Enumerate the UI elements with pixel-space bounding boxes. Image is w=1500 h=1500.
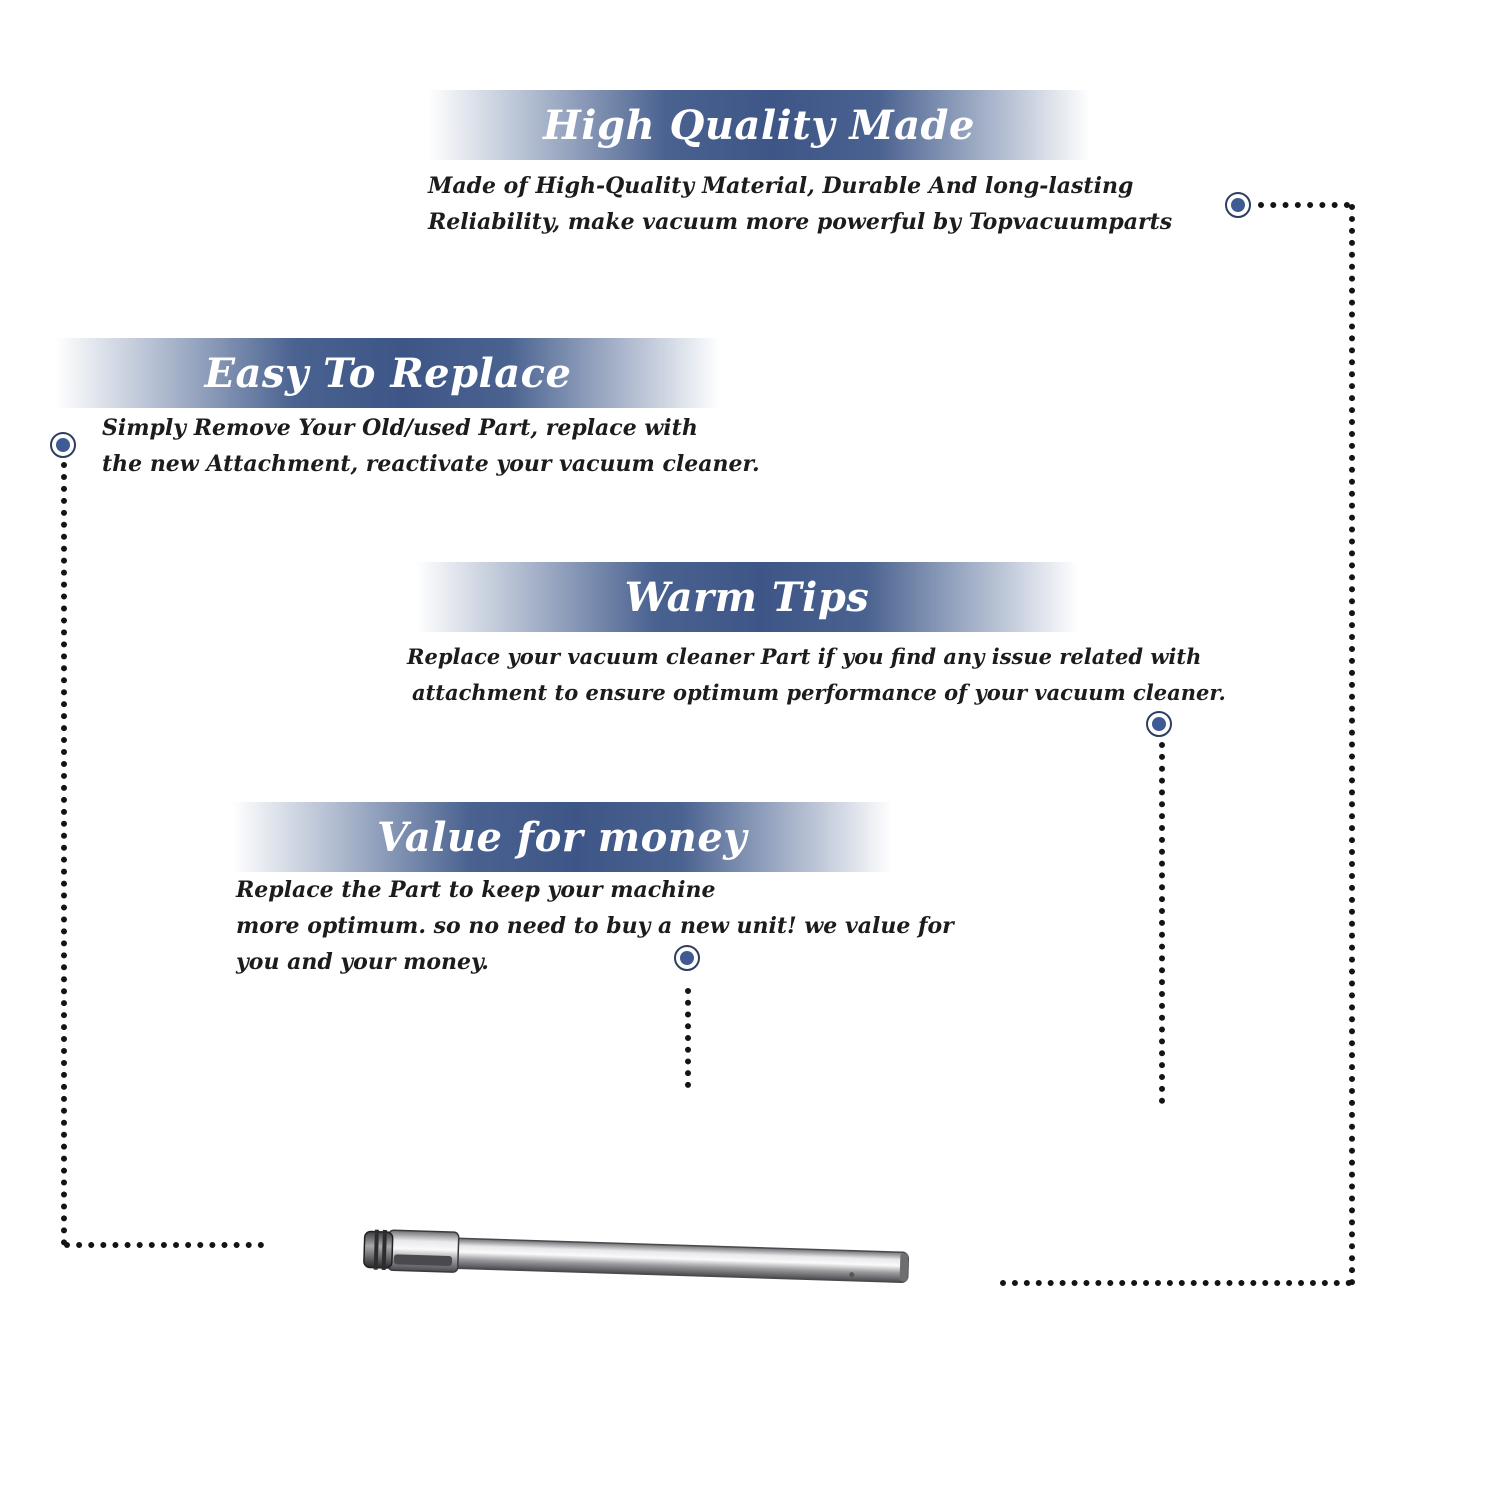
banner-title: Easy To Replace	[204, 349, 572, 397]
dotted-connector	[61, 462, 73, 1246]
dotted-connector	[685, 988, 697, 1088]
banner-easy-to-replace	[56, 338, 720, 408]
description-line: attachment to ensure optimum performance of your vacuum cleaner.	[412, 680, 1226, 705]
bullet-marker-icon	[1146, 711, 1172, 737]
bullet-marker-icon	[1225, 192, 1251, 218]
description-line: Replace the Part to keep your machine	[236, 877, 716, 903]
description-high-quality-made	[428, 168, 1172, 240]
description-line: the new Attachment, reactivate your vacuum cleaner.	[102, 451, 760, 477]
description-line: Reliability, make vacuum more powerful by Topvacuumparts	[428, 209, 1173, 235]
bullet-marker-icon	[674, 945, 700, 971]
dotted-connector	[1000, 1280, 1352, 1292]
description-line: Simply Remove Your Old/used Part, replace with	[102, 415, 698, 441]
bullet-marker-icon	[50, 432, 76, 458]
description-line: Made of High-Quality Material, Durable And long-lasting	[428, 173, 1134, 199]
banner-value-for-money	[232, 802, 892, 872]
dotted-connector	[1349, 204, 1361, 1286]
description-value-for-money	[236, 872, 954, 980]
dotted-connector	[1159, 742, 1171, 1104]
description-line: Replace your vacuum cleaner Part if you find any issue related with	[407, 644, 1202, 669]
description-line: you and your money.	[236, 949, 489, 975]
description-line: more optimum. so no need to buy a new unit! we value for	[236, 913, 954, 939]
banner-title: Value for money	[376, 813, 748, 861]
description-easy-to-replace	[102, 410, 760, 482]
banner-high-quality-made	[428, 90, 1090, 160]
dotted-connector	[1258, 202, 1350, 214]
dotted-connector	[64, 1242, 264, 1254]
banner-title: High Quality Made	[543, 101, 975, 149]
vacuum-extension-wand-image	[360, 1228, 920, 1298]
banner-title: Warm Tips	[624, 573, 870, 621]
description-warm-tips	[407, 639, 1226, 711]
banner-warm-tips	[416, 562, 1078, 632]
